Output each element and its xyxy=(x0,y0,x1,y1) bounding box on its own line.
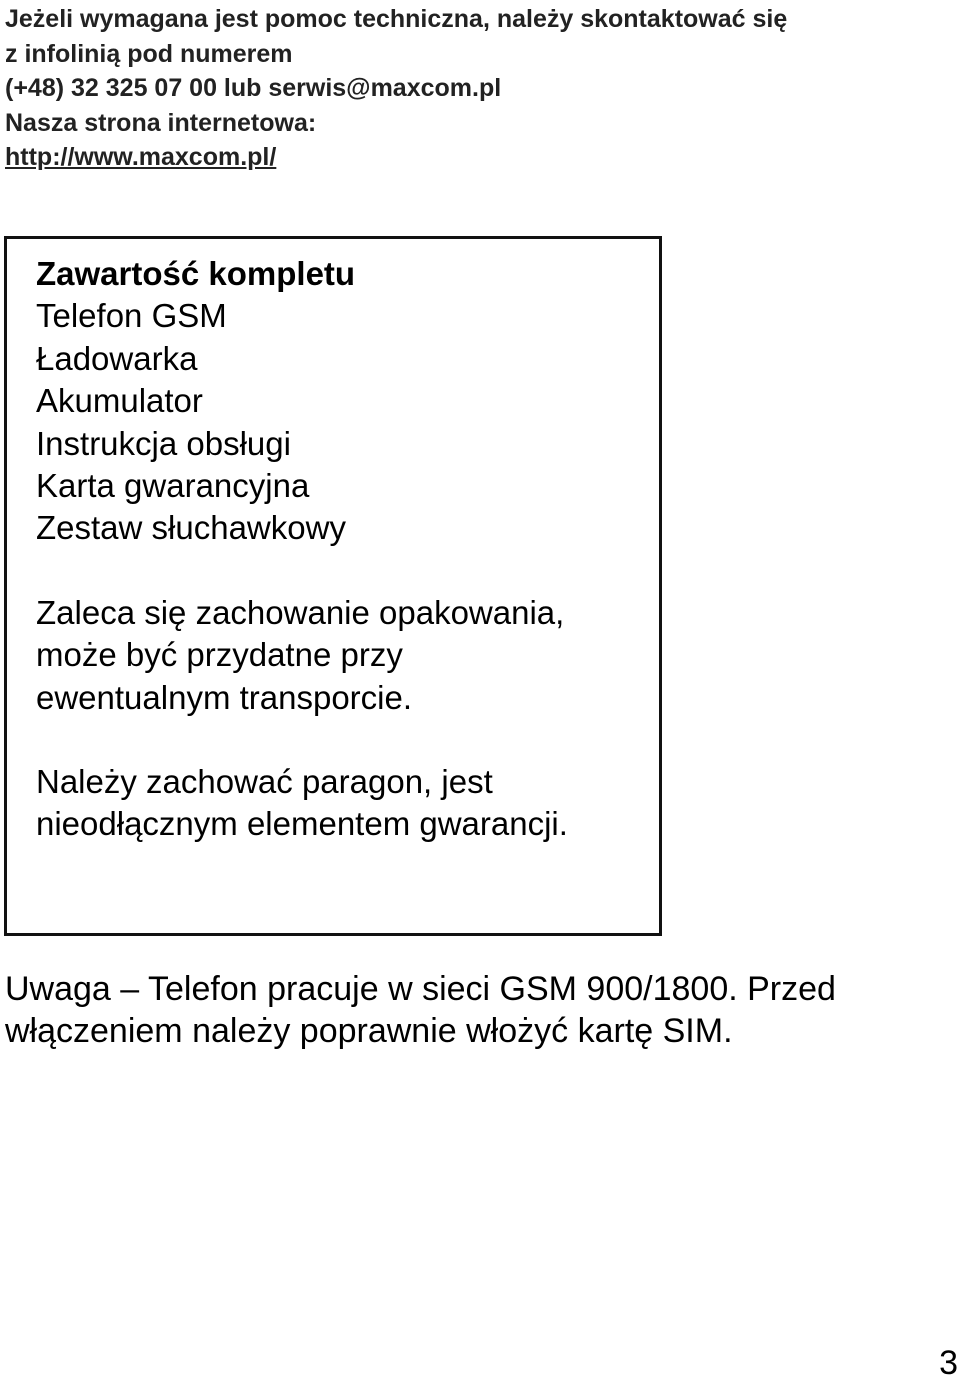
gsm-warning-line-2: włączeniem należy poprawnie włożyć kartę SIM. xyxy=(5,1012,733,1050)
gsm-warning-line-1: Uwaga – Telefon pracuje w sieci GSM 900/1800. Przed xyxy=(5,970,836,1008)
support-line-1: Jeżeli wymagana jest pomoc techniczna, należy skontaktować się xyxy=(5,5,788,33)
list-item: Akumulator xyxy=(36,382,203,420)
list-item: Karta gwarancyjna xyxy=(36,467,310,505)
support-line-3: (+48) 32 325 07 00 lub serwis@maxcom.pl xyxy=(5,74,502,102)
support-line-4: Nasza strona internetowa: xyxy=(5,108,317,137)
list-item: Instrukcja obsługi xyxy=(36,424,291,462)
package-contents-box xyxy=(4,236,662,936)
receipt-note xyxy=(36,761,649,846)
packaging-note-line: może być przydatne przy xyxy=(36,636,403,674)
package-contents-content xyxy=(36,253,649,846)
packaging-note xyxy=(36,592,649,719)
packaging-note-line: Zaleca się zachowanie opakowania, xyxy=(36,593,565,631)
support-line-2: z infolinią pod numerem xyxy=(5,39,293,68)
list-item: Ładowarka xyxy=(36,339,198,377)
package-contents-title: Zawartość kompletu xyxy=(36,255,356,292)
support-info xyxy=(5,2,950,175)
receipt-note-line: nieodłącznym elementem gwarancji. xyxy=(36,805,568,843)
website-link[interactable]: http://www.maxcom.pl/ xyxy=(5,143,277,171)
list-item: Zestaw słuchawkowy xyxy=(36,509,346,547)
page-number: 3 xyxy=(939,1344,958,1382)
list-item: Telefon GSM xyxy=(36,297,227,335)
gsm-warning xyxy=(5,968,950,1052)
packaging-note-line: ewentualnym transporcie. xyxy=(36,678,413,716)
receipt-note-line: Należy zachować paragon, jest xyxy=(36,763,493,801)
